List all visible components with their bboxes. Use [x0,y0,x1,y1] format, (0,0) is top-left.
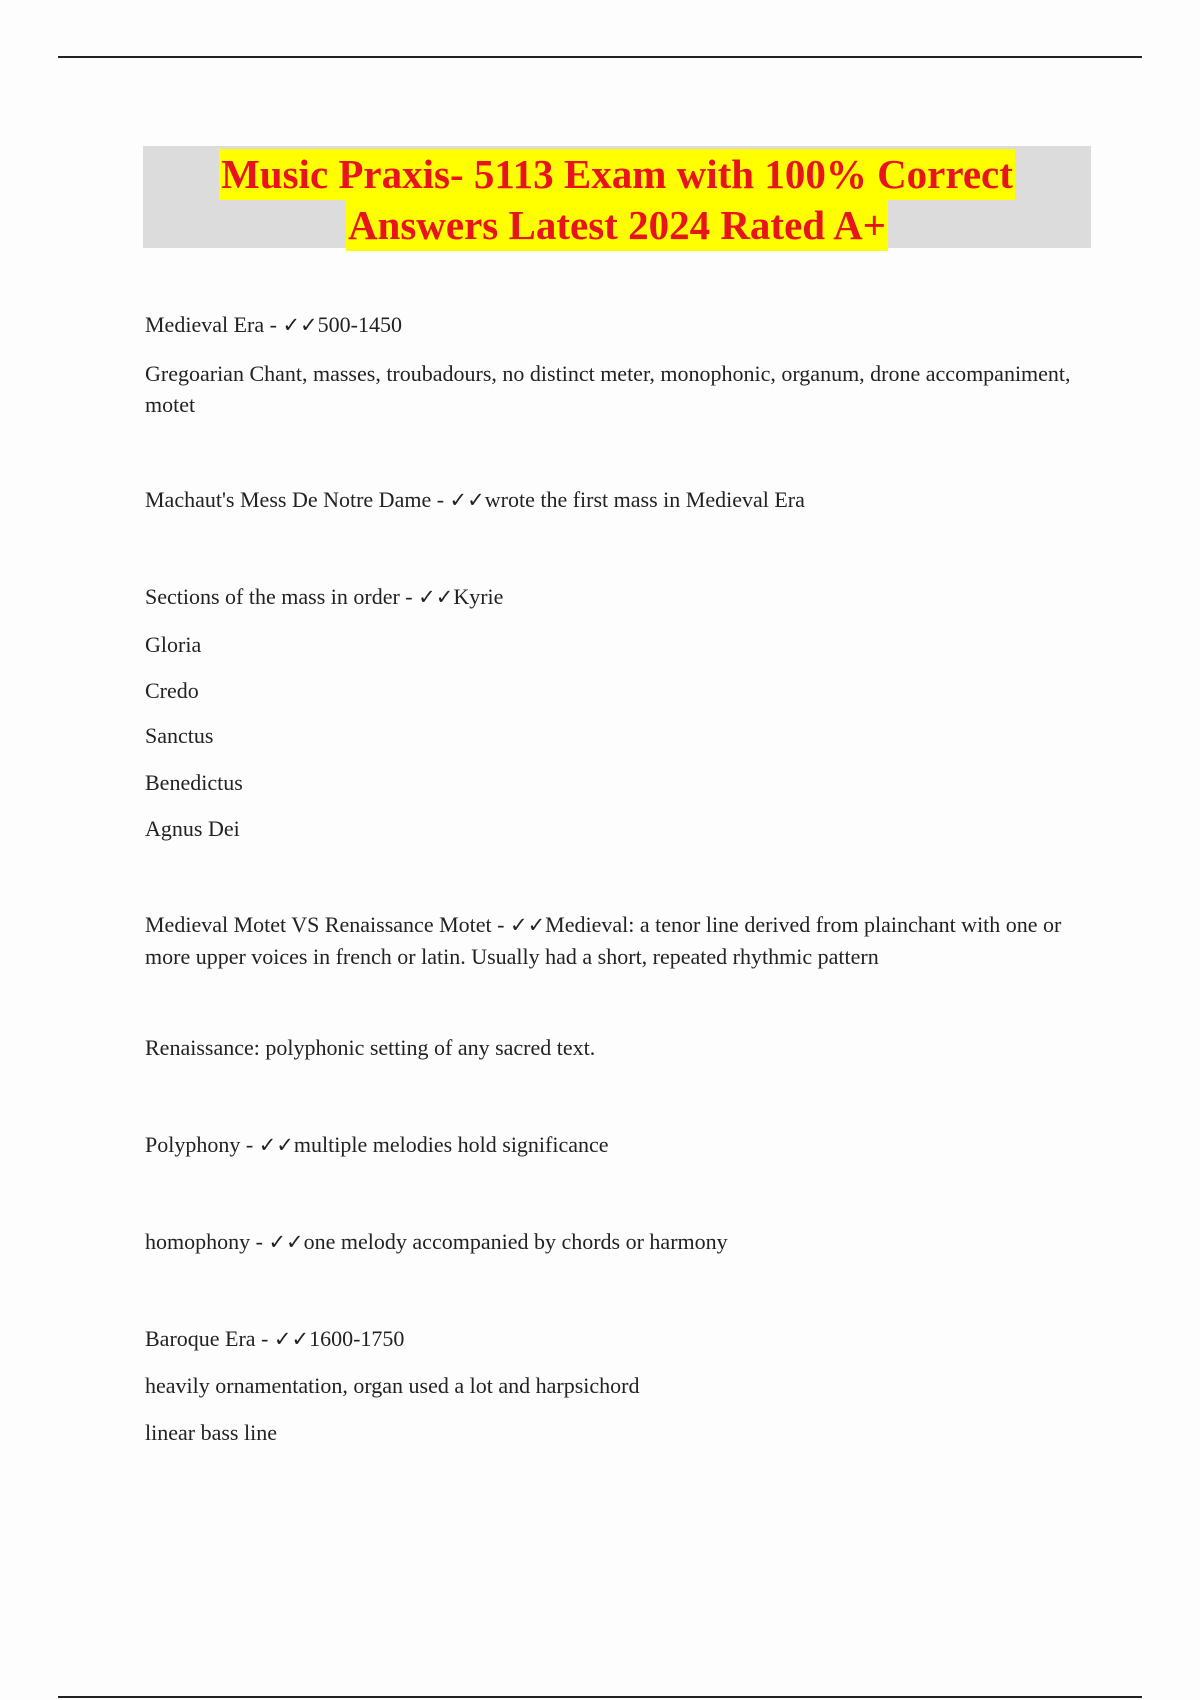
checkmark-icon: ✓✓ [418,585,454,609]
qa-entry-polyphony [145,1129,1095,1161]
answer: Kyrie [453,584,504,609]
document-title [143,146,1091,248]
title-line-1: Music Praxis- 5113 Exam with 100% Correct [219,149,1015,200]
term: Medieval Era - [145,312,283,337]
term: Machaut's Mess De Notre Dame - [145,487,450,512]
answer: multiple melodies hold significance [293,1132,609,1157]
checkmark-icon: ✓✓ [282,313,318,337]
paragraph: Benedictus [145,770,243,795]
paragraph: Gregoarian Chant, masses, troubadours, no distinct meter, monophonic, organum, drone accompaniment, motet [145,361,1071,417]
qa-entry-medieval-era [145,309,1095,341]
answer: Medieval: a tenor line derived from plainchant with one or more upper voices in french or latin. Usually had a short, repeated rhythmic pattern [145,912,1062,969]
answer: wrote the first mass in Medieval Era [484,487,805,512]
paragraph: Sanctus [145,723,214,748]
paragraph: Agnus Dei [145,816,240,841]
paragraph: linear bass line [145,1420,277,1445]
term: Medieval Motet VS Renaissance Motet - [145,912,510,937]
footer-rule [58,1696,1142,1698]
qa-entry-mass-sections [145,581,1095,613]
checkmark-icon: ✓✓ [449,488,485,512]
term: Polyphony - [145,1132,259,1157]
paragraph: Renaissance: polyphonic setting of any sacred text. [145,1035,596,1060]
term: Baroque Era - [145,1326,274,1351]
answer: 1600-1750 [309,1326,405,1351]
answer: 500-1450 [317,312,402,337]
checkmark-icon: ✓✓ [509,913,546,937]
paragraph: heavily ornamentation, organ used a lot and harpsichord [145,1373,640,1398]
title-line-2: Answers Latest 2024 Rated A+ [346,200,888,251]
checkmark-icon: ✓✓ [273,1327,310,1351]
term: homophony - [145,1229,269,1254]
qa-entry-baroque-era [145,1323,1095,1355]
answer: one melody accompanied by chords or harmony [303,1229,728,1254]
qa-entry-motet [145,909,1095,972]
paragraph: Credo [145,678,199,703]
paragraph: Gloria [145,632,202,657]
term: Sections of the mass in order - [145,584,419,609]
header-rule [58,56,1142,58]
qa-entry-machaut [145,484,1095,516]
qa-entry-homophony [145,1226,1095,1258]
checkmark-icon: ✓✓ [268,1230,304,1254]
checkmark-icon: ✓✓ [258,1133,294,1157]
